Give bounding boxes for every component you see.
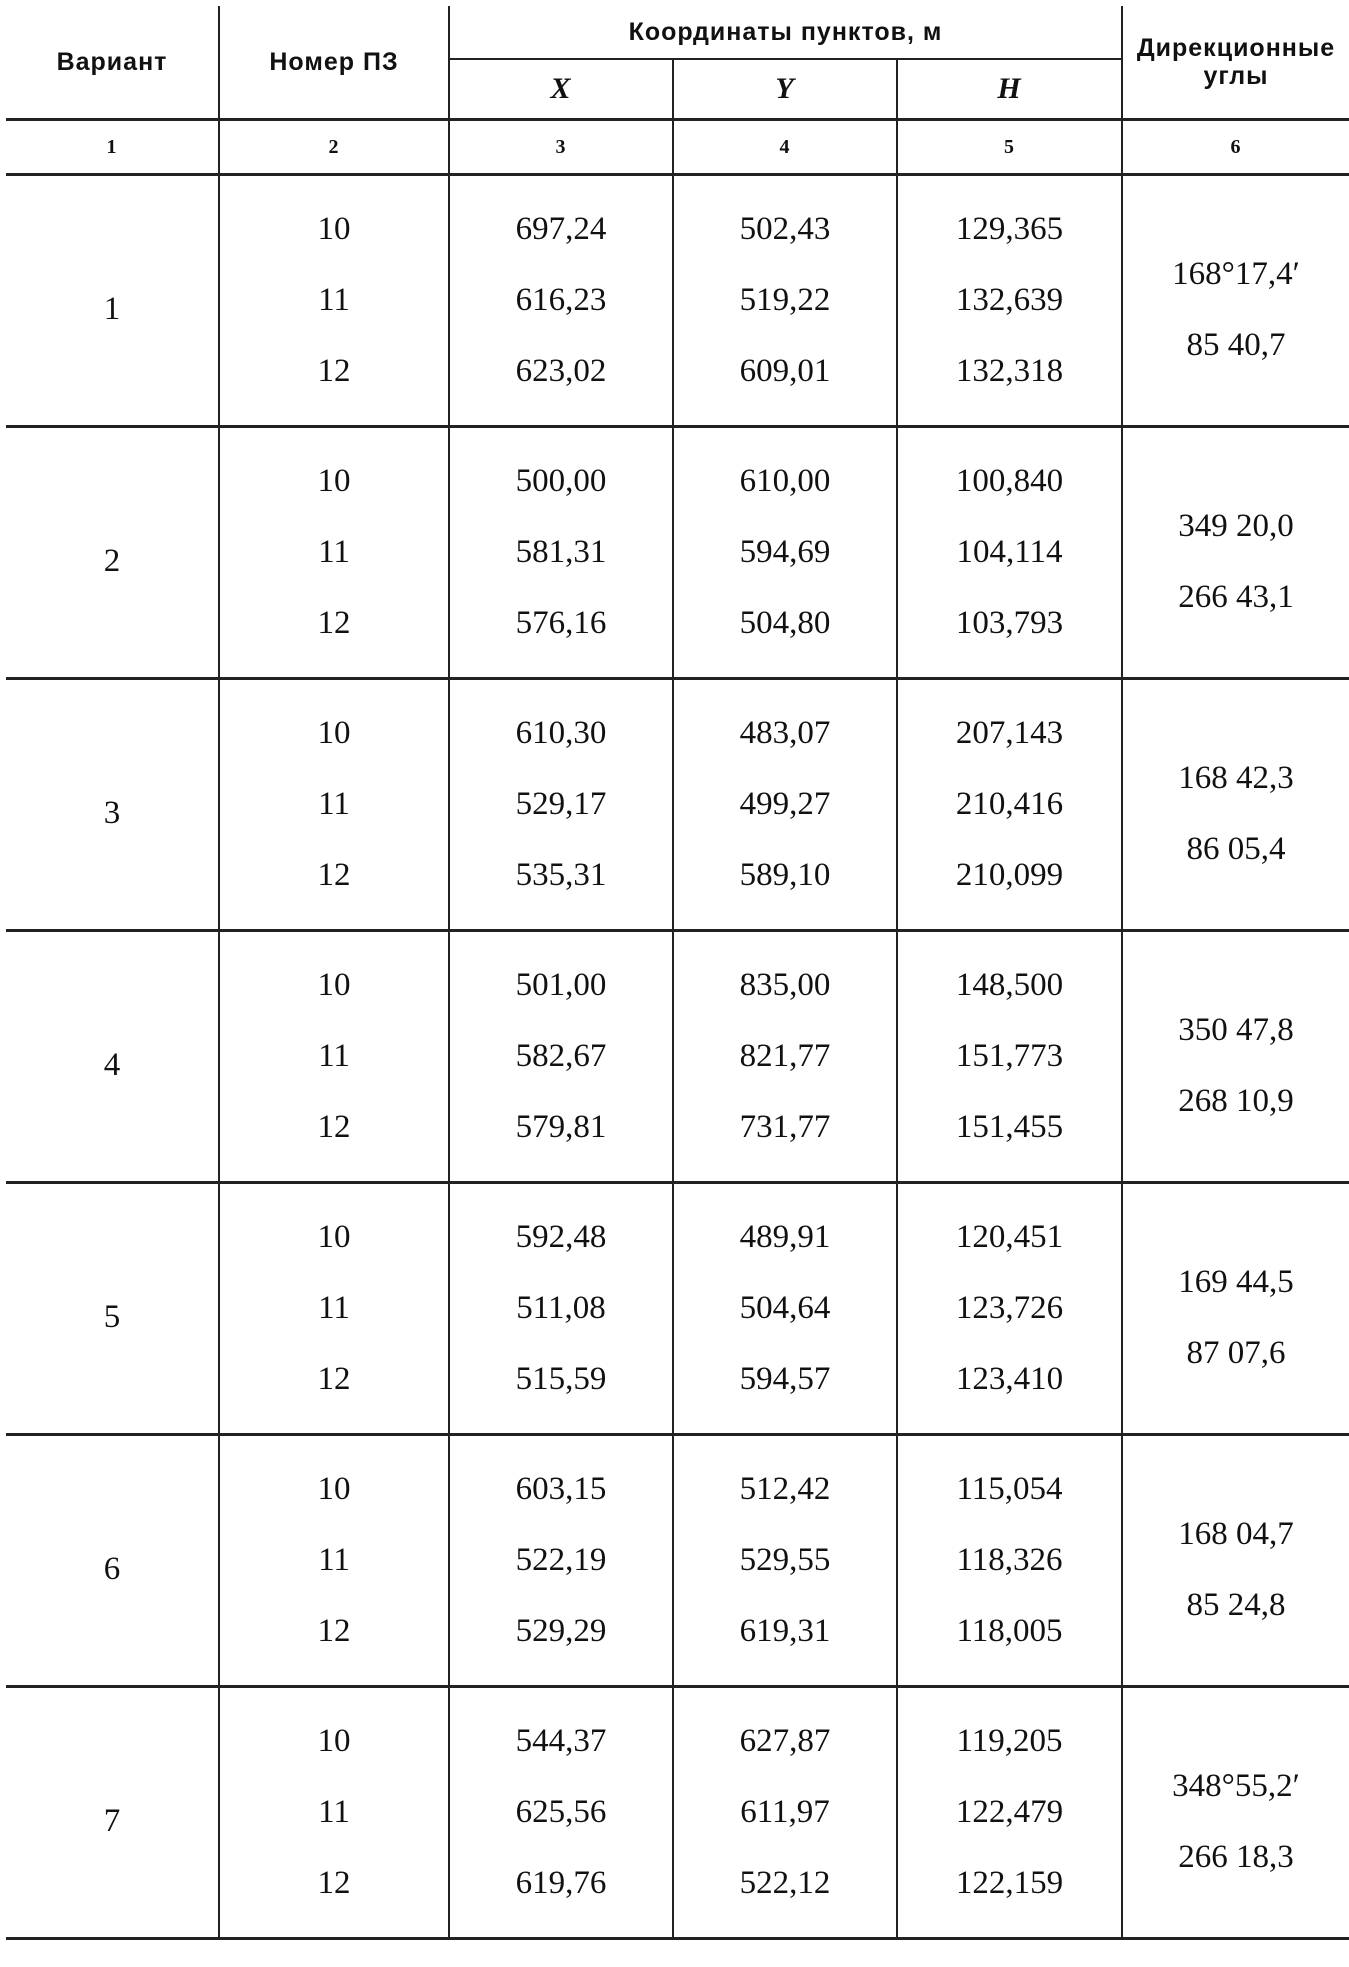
coord-x: 500,00: [449, 427, 673, 518]
angle-value: 268 10,9: [1178, 1082, 1294, 1119]
header-coordinates-group: Координаты пунктов, м: [449, 6, 1122, 59]
coord-y: 504,64: [673, 1273, 897, 1344]
angle-value: 350 47,8: [1178, 1011, 1294, 1048]
column-number: 2: [219, 120, 449, 175]
coord-h: 207,143: [897, 679, 1122, 770]
pz-number: 12: [219, 840, 449, 931]
coord-h: 132,639: [897, 265, 1122, 336]
table-header: [6, 6, 1349, 175]
header-h: H: [897, 59, 1122, 120]
pz-number: 10: [219, 1687, 449, 1778]
coord-y: 529,55: [673, 1525, 897, 1596]
variant-number: 5: [6, 1183, 219, 1435]
pz-number: 10: [219, 1183, 449, 1274]
coord-h: 123,726: [897, 1273, 1122, 1344]
angle-value: 168 04,7: [1178, 1515, 1294, 1552]
coord-h: 210,099: [897, 840, 1122, 931]
angle-value: 349 20,0: [1178, 507, 1294, 544]
table-row: [6, 679, 1349, 770]
column-number: 5: [897, 120, 1122, 175]
angle-value: 85 24,8: [1186, 1586, 1286, 1623]
coord-y: 589,10: [673, 840, 897, 931]
pz-number: 10: [219, 679, 449, 770]
coord-y: 731,77: [673, 1092, 897, 1183]
table-row: [6, 427, 1349, 518]
variant-number: 1: [6, 175, 219, 427]
directional-angles: [1122, 931, 1349, 1183]
coord-y: 504,80: [673, 588, 897, 679]
table-row: [6, 175, 1349, 266]
table-row: [6, 1435, 1349, 1526]
angle-value: 169 44,5: [1178, 1263, 1294, 1300]
coord-y: 522,12: [673, 1848, 897, 1939]
coord-y: 512,42: [673, 1435, 897, 1526]
coord-x: 581,31: [449, 517, 673, 588]
pz-number: 12: [219, 1596, 449, 1687]
pz-number: 10: [219, 1435, 449, 1526]
pz-number: 12: [219, 1848, 449, 1939]
coord-y: 519,22: [673, 265, 897, 336]
angle-value: 266 18,3: [1178, 1838, 1294, 1875]
coord-y: 619,31: [673, 1596, 897, 1687]
coord-x: 529,29: [449, 1596, 673, 1687]
table-row: [6, 1183, 1349, 1274]
coord-y: 594,69: [673, 517, 897, 588]
coord-h: 119,205: [897, 1687, 1122, 1778]
coord-y: 835,00: [673, 931, 897, 1022]
table-row: [6, 1687, 1349, 1778]
column-number: 3: [449, 120, 673, 175]
variant-number: 3: [6, 679, 219, 931]
header-pz-number: Номер ПЗ: [219, 6, 449, 120]
coord-y: 821,77: [673, 1021, 897, 1092]
coord-y: 609,01: [673, 336, 897, 427]
coord-x: 592,48: [449, 1183, 673, 1274]
coord-x: 582,67: [449, 1021, 673, 1092]
angle-value: 85 40,7: [1186, 326, 1286, 363]
angle-value: 87 07,6: [1186, 1334, 1286, 1371]
coord-x: 623,02: [449, 336, 673, 427]
coord-h: 104,114: [897, 517, 1122, 588]
pz-number: 12: [219, 1092, 449, 1183]
coord-y: 483,07: [673, 679, 897, 770]
pz-number: 11: [219, 769, 449, 840]
coord-h: 122,159: [897, 1848, 1122, 1939]
column-number: 4: [673, 120, 897, 175]
coord-x: 697,24: [449, 175, 673, 266]
variant-number: 6: [6, 1435, 219, 1687]
pz-number: 11: [219, 1273, 449, 1344]
header-y: Y: [673, 59, 897, 120]
coord-x: 529,17: [449, 769, 673, 840]
pz-number: 11: [219, 1777, 449, 1848]
coord-h: 123,410: [897, 1344, 1122, 1435]
directional-angles: [1122, 175, 1349, 427]
coord-h: 129,365: [897, 175, 1122, 266]
coord-x: 576,16: [449, 588, 673, 679]
coord-h: 100,840: [897, 427, 1122, 518]
coord-y: 611,97: [673, 1777, 897, 1848]
coord-x: 535,31: [449, 840, 673, 931]
coord-x: 501,00: [449, 931, 673, 1022]
directional-angles: [1122, 1435, 1349, 1687]
coord-h: 120,451: [897, 1183, 1122, 1274]
angle-value: 168 42,3: [1178, 759, 1294, 796]
column-number: 6: [1122, 120, 1349, 175]
pz-number: 11: [219, 265, 449, 336]
coord-h: 115,054: [897, 1435, 1122, 1526]
coord-h: 103,793: [897, 588, 1122, 679]
coord-y: 502,43: [673, 175, 897, 266]
angle-value: 86 05,4: [1186, 830, 1286, 867]
directional-angles: [1122, 1183, 1349, 1435]
coord-h: 122,479: [897, 1777, 1122, 1848]
coord-h: 210,416: [897, 769, 1122, 840]
coord-y: 489,91: [673, 1183, 897, 1274]
pz-number: 10: [219, 931, 449, 1022]
pz-number: 10: [219, 175, 449, 266]
table-body: [6, 175, 1349, 1939]
variant-number: 2: [6, 427, 219, 679]
coord-y: 594,57: [673, 1344, 897, 1435]
coord-x: 603,15: [449, 1435, 673, 1526]
coord-x: 616,23: [449, 265, 673, 336]
coord-h: 151,455: [897, 1092, 1122, 1183]
pz-number: 12: [219, 1344, 449, 1435]
coord-h: 118,326: [897, 1525, 1122, 1596]
coord-x: 511,08: [449, 1273, 673, 1344]
header-variant: Вариант: [6, 6, 219, 120]
table-row: [6, 931, 1349, 1022]
directional-angles: [1122, 679, 1349, 931]
pz-number: 12: [219, 588, 449, 679]
pz-number: 11: [219, 1525, 449, 1596]
angle-value: 266 43,1: [1178, 578, 1294, 615]
directional-angles: [1122, 427, 1349, 679]
column-number: 1: [6, 120, 219, 175]
coord-h: 151,773: [897, 1021, 1122, 1092]
pz-number: 11: [219, 1021, 449, 1092]
directional-angles: [1122, 1687, 1349, 1939]
pz-number: 10: [219, 427, 449, 518]
pz-number: 12: [219, 336, 449, 427]
coord-x: 579,81: [449, 1092, 673, 1183]
angle-value: 168°17,4′: [1172, 255, 1300, 292]
coord-h: 118,005: [897, 1596, 1122, 1687]
coord-y: 610,00: [673, 427, 897, 518]
coord-x: 515,59: [449, 1344, 673, 1435]
coord-x: 610,30: [449, 679, 673, 770]
coord-h: 132,318: [897, 336, 1122, 427]
coord-y: 627,87: [673, 1687, 897, 1778]
header-directional-angles: Дирекционные углы: [1122, 6, 1349, 120]
pz-number: 11: [219, 517, 449, 588]
coord-x: 544,37: [449, 1687, 673, 1778]
coord-x: 625,56: [449, 1777, 673, 1848]
coordinates-table: [6, 6, 1349, 1940]
header-x: X: [449, 59, 673, 120]
coord-h: 148,500: [897, 931, 1122, 1022]
variant-number: 4: [6, 931, 219, 1183]
coord-x: 522,19: [449, 1525, 673, 1596]
variant-number: 7: [6, 1687, 219, 1939]
coord-x: 619,76: [449, 1848, 673, 1939]
angle-value: 348°55,2′: [1172, 1767, 1300, 1804]
coord-y: 499,27: [673, 769, 897, 840]
